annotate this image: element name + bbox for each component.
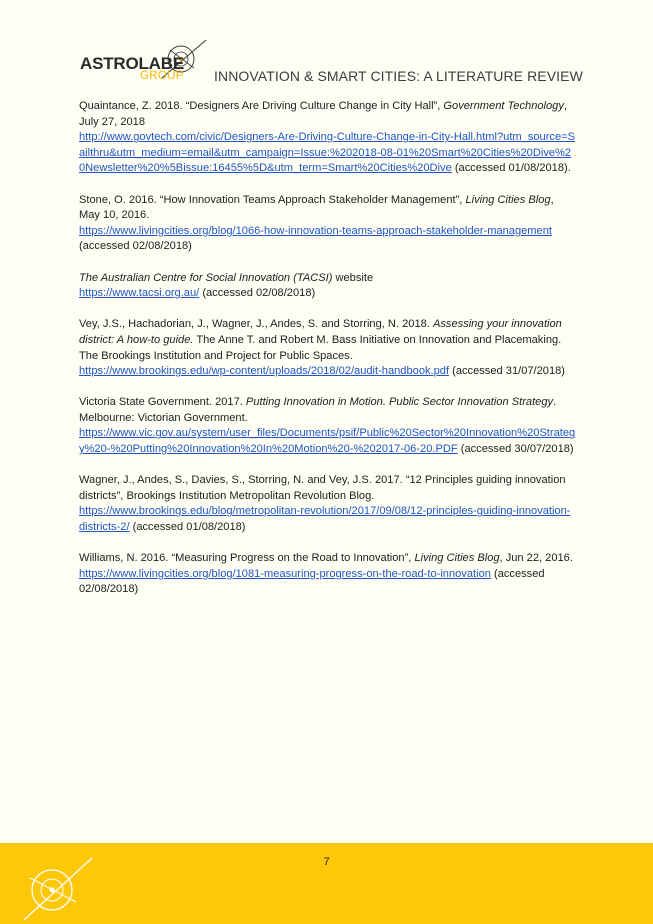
reference-accessed: (accessed 02/08/2018) xyxy=(199,287,316,300)
reference-link[interactable]: https://www.brookings.edu/wp-content/uploads/2018/02/audit-handbook.pdf xyxy=(79,365,450,378)
reference-link[interactable]: https://www.brookings.edu/blog/metropolitan-revolution/2017/09/08/12-principles-guiding-innovation-districts-2/ xyxy=(79,505,571,534)
reference-publisher: . Melbourne: Victorian Government. xyxy=(79,396,557,424)
reference-date: , July 27, 2018 xyxy=(79,100,567,128)
reference-accessed: (accessed 02/08/2018) xyxy=(79,240,192,253)
reference-item xyxy=(79,271,576,302)
reference-source: Living Cities Blog xyxy=(414,552,500,565)
reference-link[interactable]: https://www.livingcities.org/blog/1081-measuring-progress-on-the-road-to-innovation xyxy=(79,567,491,580)
reference-text: Quaintance, Z. 2018. “Designers Are Driving Culture Change in City Hall”, xyxy=(79,100,444,112)
reference-link[interactable]: https://www.livingcities.org/blog/1066-how-innovation-teams-approach-stakeholder-management xyxy=(79,224,552,237)
document-title: INNOVATION & SMART CITIES: A LITERATURE REVIEW xyxy=(214,68,583,84)
reference-item xyxy=(79,193,576,255)
reference-link[interactable]: http://www.govtech.com/civic/Designers-Are-Driving-Culture-Change-in-City-Hall.html?utm_source=Sailthru&utm_medium=email&utm_campaign=Issue:%202018-08-01%20Smart%20Cities%20Dive%20Newsletter%20%5Bissue:16455%5D&utm_term=Smart%20Cities%20Dive xyxy=(79,131,575,175)
reference-item xyxy=(79,551,576,598)
reference-accessed: (accessed 01/08/2018) xyxy=(129,521,246,534)
reference-item xyxy=(79,317,576,379)
reference-accessed: (accessed 31/07/2018) xyxy=(449,365,565,378)
logo-main-text: ASTROLABE xyxy=(80,54,184,73)
reference-item xyxy=(79,473,576,535)
reference-text: Vey, J.S., Hachadorian, J., Wagner, J., Andes, S. and Storring, N. 2018. xyxy=(79,318,433,331)
reference-text: Williams, N. 2016. “Measuring Progress on the Road to Innovation”, xyxy=(79,552,415,565)
reference-publisher: The Anne T. and Robert M. Bass Initiative on Innovation and Placemaking. The Brookings Institution and Project for Public Spaces. xyxy=(79,333,562,362)
reference-text: Wagner, J., Andes, S., Davies, S., Storring, N. and Vey, J.S. 2017. “12 Principles guiding innovation districts”, Brookings Institution Metropolitan Revolution Blog. xyxy=(79,474,566,502)
logo-wordmark xyxy=(80,54,184,82)
reference-list xyxy=(79,99,576,614)
reference-text: Victoria State Government. 2017. xyxy=(79,396,246,409)
reference-source: Putting Innovation in Motion. Public Sector Innovation Strategy xyxy=(245,396,554,409)
reference-source: Living Cities Blog xyxy=(465,193,551,206)
reference-link[interactable]: https://www.vic.gov.au/system/user_files/Documents/psif/Public%20Sector%20Innovation%20Strategy%20-%20Putting%20Innovation%20In%20Motion%20-%202017-06-20.PDF xyxy=(79,427,576,456)
reference-link[interactable]: https://www.tacsi.org.au/ xyxy=(79,287,200,300)
reference-source: Government Technology xyxy=(443,100,564,112)
reference-text: Stone, O. 2016. “How Innovation Teams Approach Stakeholder Management”, xyxy=(79,193,466,206)
reference-accessed: (accessed 01/08/2018). xyxy=(451,162,571,175)
reference-accessed: (accessed 02/08/2018) xyxy=(79,567,545,596)
page-number: 7 xyxy=(323,856,330,868)
reference-text: website xyxy=(332,271,374,284)
reference-date: , May 10, 2016. xyxy=(79,193,554,222)
logo-sub-text: GROUP xyxy=(140,70,184,82)
page-header xyxy=(0,0,653,95)
reference-source: The Australian Centre for Social Innovation (TACSI) xyxy=(79,271,333,284)
reference-item xyxy=(79,395,576,457)
reference-accessed: (accessed 30/07/2018) xyxy=(457,443,574,456)
reference-item xyxy=(79,99,576,177)
reference-source: Assessing your innovation district: A how-to guide. xyxy=(79,318,562,346)
reference-date: , Jun 22, 2016. xyxy=(499,552,573,565)
